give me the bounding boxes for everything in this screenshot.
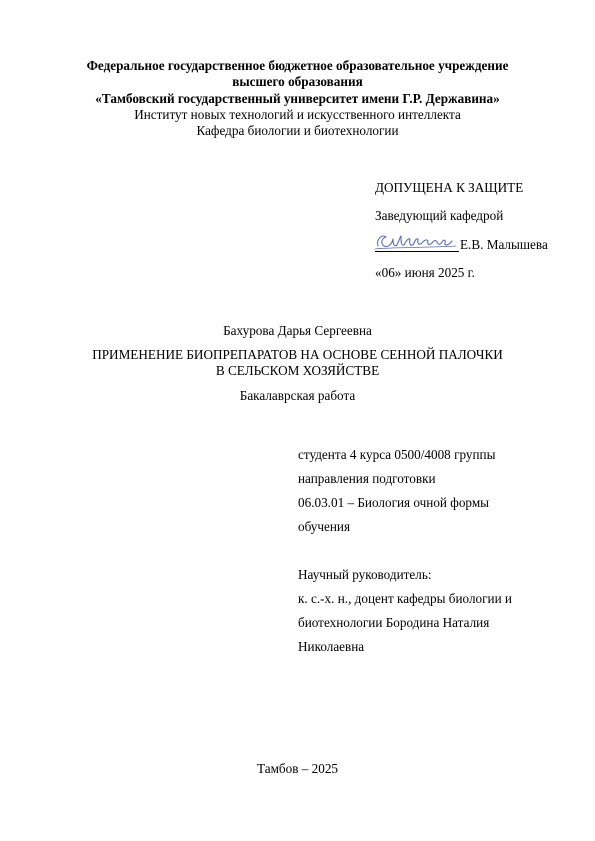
supervisor-line2: биотехнологии Бородина Наталия: [298, 615, 490, 630]
ministry-line: Федеральное государственное бюджетное образовательное учреждение: [86, 58, 509, 73]
approval-date: «06» июня 2025 г.: [375, 265, 475, 280]
department-name: Кафедра биологии и биотехнологии: [196, 123, 399, 138]
student-info-line4: обучения: [298, 519, 351, 534]
approval-title: ДОПУЩЕНА К ЗАЩИТЕ: [375, 180, 524, 195]
supervisor-label: Научный руководитель:: [298, 567, 432, 582]
approval-position: Заведующий кафедрой: [375, 208, 504, 223]
university-name: «Тамбовский государственный университет имени Г.Р. Державина»: [95, 91, 500, 106]
signature-line: [375, 251, 459, 252]
thesis-title-line2: В СЕЛЬСКОМ ХОЗЯЙСТВЕ: [215, 363, 380, 378]
institute-name: Институт новых технологий и искусственного интеллекта: [134, 107, 461, 122]
education-level-line: высшего образования: [232, 74, 363, 89]
work-type: Бакалаврская работа: [239, 388, 356, 403]
head-of-department-name: Е.В. Малышева: [460, 237, 548, 252]
thesis-title-line1: ПРИМЕНЕНИЕ БИОПРЕПАРАТОВ НА ОСНОВЕ СЕННОЙ ПАЛОЧКИ: [92, 347, 503, 362]
city-year: Тамбов – 2025: [256, 761, 339, 776]
student-info-line3: 06.03.01 – Биология очной формы: [298, 495, 490, 510]
signature-image: [372, 229, 460, 253]
student-info-line2: направления подготовки: [298, 471, 436, 486]
supervisor-line1: к. с.-х. н., доцент кафедры биологии и: [298, 591, 512, 606]
student-info-line1: студента 4 курса 0500/4008 группы: [298, 447, 496, 462]
supervisor-line3: Николаевна: [298, 639, 365, 654]
author-name: Бахурова Дарья Сергеевна: [223, 323, 372, 338]
